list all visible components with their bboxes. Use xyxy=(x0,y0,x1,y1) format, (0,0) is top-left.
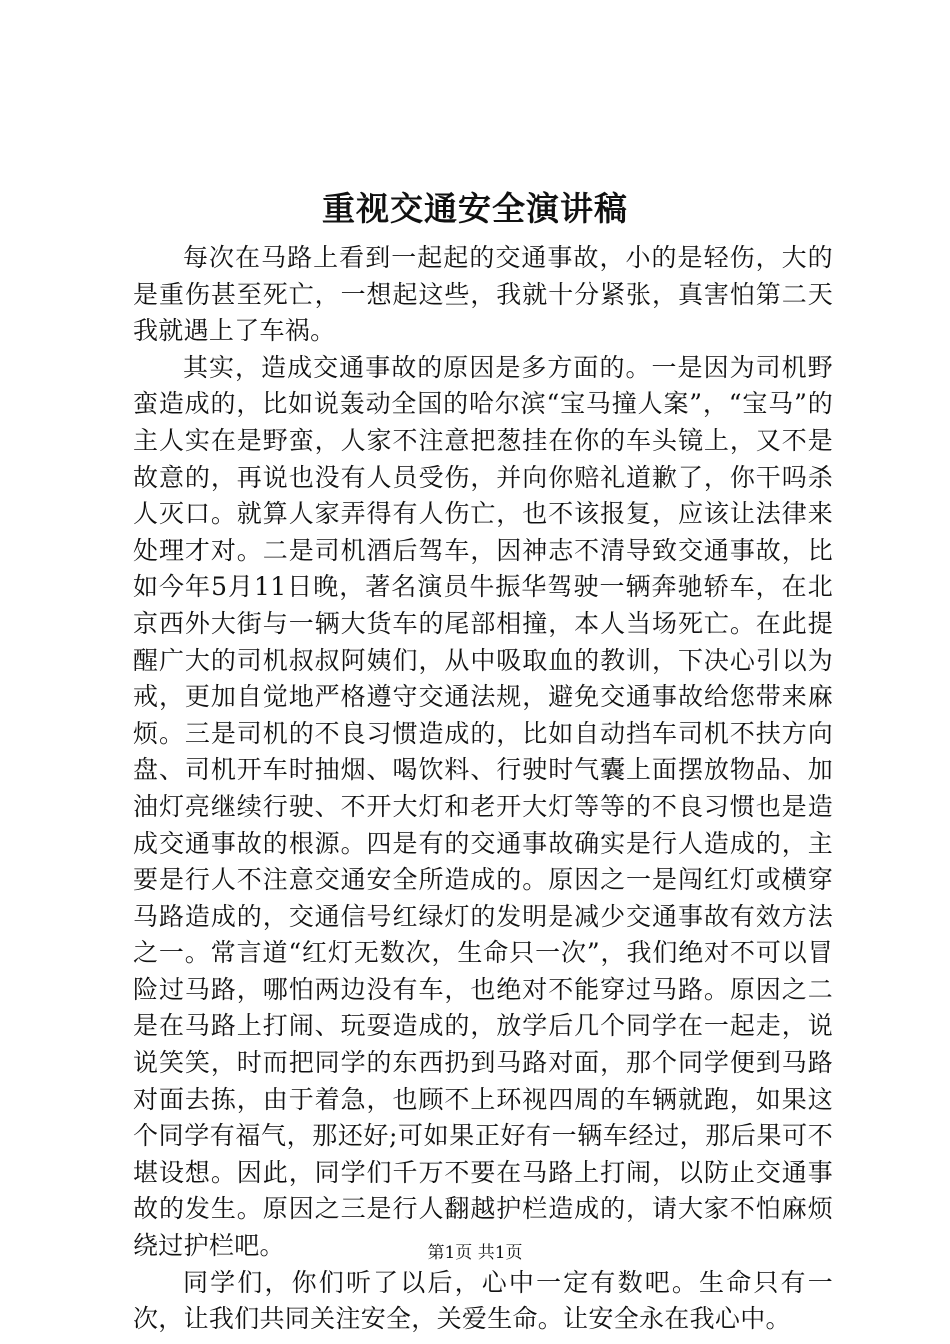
paragraph-3: 同学们，你们听了以后，心中一定有数吧。生命只有一次，让我们共同关注安全，关爱生命。让安全永在我心中。 xyxy=(133,1267,833,1334)
page-title: 重视交通安全演讲稿 xyxy=(322,189,628,228)
document-body xyxy=(133,240,833,1338)
paragraph-2: 其实，造成交通事故的原因是多方面的。一是因为司机野蛮造成的，比如说轰动全国的哈尔滨“宝马撞人案”，“宝马”的主人实在是野蛮，人家不注意把葱挂在你的车头镜上，又不是故意的，再说也没有人员受伤，并向你赔礼道歉了，你干吗杀人灭口。就算人家弄得有人伤亡，也不该报复，应该让法律来处理才对。二是司机酒后驾车，因神志不清导致交通事故，比如今年5月11日晚，著名演员牛振华驾驶一辆奔驰轿车，在北京西外大街与一辆大货车的尾部相撞，本人当场死亡。在此提醒广大的司机叔叔阿姨们，从中吸取血的教训，下决心引以为戒，更加自觉地严格遵守交通法规，避免交通事故给您带来麻烦。三是司机的不良习惯造成的，比如自动挡车司机不扶方向盘、司机开车时抽烟、喝饮料、行驶时气囊上面摆放物品、加油灯亮继续行驶、不开大灯和老开大灯等等的不良习惯也是造成交通事故的根源。四是有的交通事故确实是行人造成的，主要是行人不注意交通安全所造成的。原因之一是闯红灯或横穿马路造成的，交通信号红绿灯的发明是减少交通事故有效方法之一。常言道“红灯无数次，生命只一次”，我们绝对不可以冒险过马路，哪怕两边没有车，也绝对不能穿过马路。原因之二是在马路上打闹、玩耍造成的，放学后几个同学在一起走，说说笑笑，时而把同学的东西扔到马路对面，那个同学便到马路对面去拣，由于着急，也顾不上环视四周的车辆就跑，如果这个同学有福气，那还好;可如果正好有一辆车经过，那后果可不堪设想。因此，同学们千万不要在马路上打闹，以防止交通事故的发生。原因之三是行人翻越护栏造成的，请大家不怕麻烦绕过护栏吧。 xyxy=(133,352,833,1261)
page-footer: 第1页 共1页 xyxy=(427,1243,523,1263)
paragraph-1: 每次在马路上看到一起起的交通事故，小的是轻伤，大的是重伤甚至死亡，一想起这些，我就十分紧张，真害怕第二天我就遇上了车祸。 xyxy=(133,243,833,346)
